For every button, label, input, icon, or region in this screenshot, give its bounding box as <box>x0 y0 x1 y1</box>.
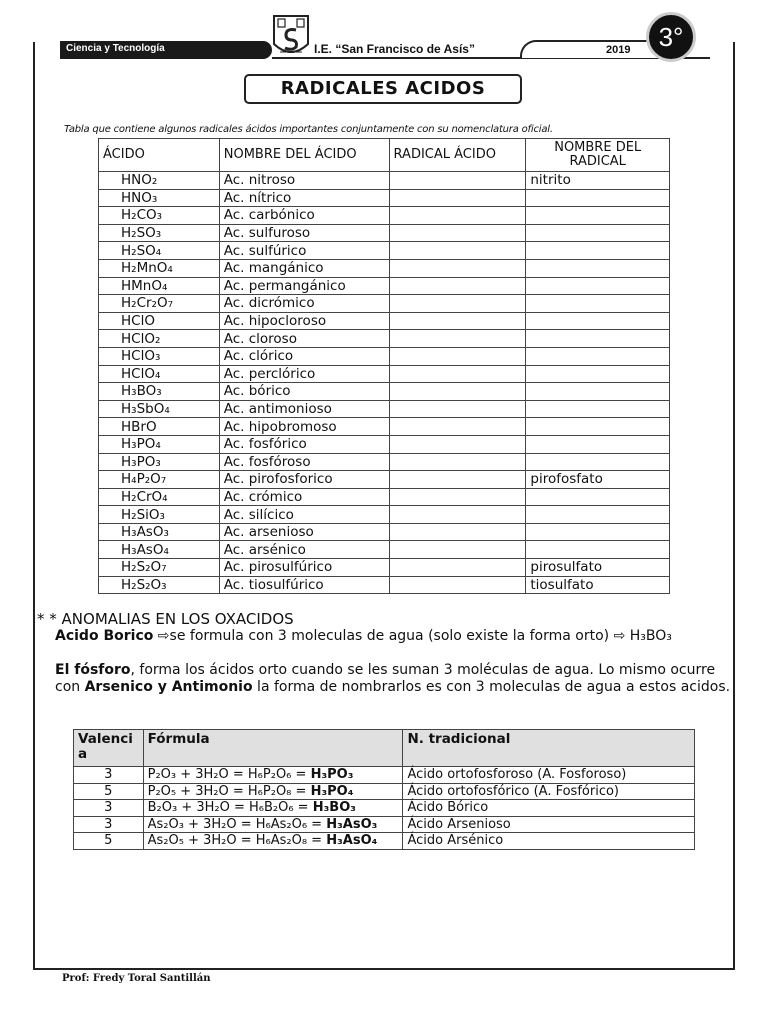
table-row <box>74 816 695 833</box>
acid-name: Ac. tiosulfúrico <box>219 576 389 594</box>
reaction-equation: As₂O₃ + 3H₂O = H₆As₂O₆ = <box>147 816 327 832</box>
table-row <box>99 418 670 436</box>
acid-name: Ac. hipocloroso <box>219 312 389 330</box>
table-caption: Tabla que contiene algunos radicales ácidos importantes conjuntamente con su nomenclatura oficial. <box>64 124 553 135</box>
acid-name: Ac. hipobromoso <box>219 418 389 436</box>
ortho-acids-table <box>73 729 695 850</box>
acid-formula: H₃PO₄ <box>99 435 220 453</box>
acid-formula: H₃BO₃ <box>99 383 220 401</box>
radical-formula <box>389 295 526 313</box>
traditional-name: Ácido Arsenioso <box>403 816 695 833</box>
radical-name <box>526 242 670 260</box>
radical-name <box>526 189 670 207</box>
acid-name: Ac. cloroso <box>219 330 389 348</box>
acid-name: Ac. pirofosforico <box>219 471 389 489</box>
radical-name: nitrito <box>526 172 670 190</box>
table-row <box>99 400 670 418</box>
acid-formula: H₂SO₄ <box>99 242 220 260</box>
table-row <box>74 833 695 850</box>
col-header-acid: ÁCIDO <box>99 139 220 172</box>
radical-name <box>526 488 670 506</box>
reaction-product: H₃PO₃ <box>310 767 354 783</box>
radical-name <box>526 418 670 436</box>
radical-formula <box>389 172 526 190</box>
table-header-row <box>99 139 670 172</box>
col-header-formula: Fórmula <box>143 730 403 767</box>
table-row <box>99 435 670 453</box>
radical-formula <box>389 400 526 418</box>
radical-formula <box>389 189 526 207</box>
acid-formula: H₂SO₃ <box>99 224 220 242</box>
radical-name <box>526 312 670 330</box>
radical-formula <box>389 259 526 277</box>
radical-name <box>526 453 670 471</box>
table-row <box>99 365 670 383</box>
radical-formula <box>389 453 526 471</box>
acid-formula: H₂CO₃ <box>99 207 220 225</box>
acid-formula: H₃PO₃ <box>99 453 220 471</box>
acid-name: Ac. nitroso <box>219 172 389 190</box>
acid-formula: H₃AsO₃ <box>99 523 220 541</box>
valence-value: 5 <box>74 833 144 850</box>
reaction-formula <box>143 833 403 850</box>
radical-name <box>526 347 670 365</box>
acid-formula: H₃SbO₄ <box>99 400 220 418</box>
reaction-product: H₃AsO₄ <box>326 833 378 849</box>
reaction-equation: As₂O₅ + 3H₂O = H₆As₂O₈ = <box>147 833 327 849</box>
radical-name <box>526 259 670 277</box>
grade-badge: 3° <box>646 12 696 62</box>
acid-name: Ac. dicrómico <box>219 295 389 313</box>
school-crest-icon <box>272 14 310 60</box>
acid-name: Ac. fosfóroso <box>219 453 389 471</box>
table-row <box>99 453 670 471</box>
table-row <box>99 277 670 295</box>
acid-name: Ac. silícico <box>219 506 389 524</box>
radical-formula <box>389 365 526 383</box>
acid-formula: H₄P₂O₇ <box>99 471 220 489</box>
acid-formula: H₂S₂O₇ <box>99 559 220 577</box>
radical-name <box>526 224 670 242</box>
boric-acid-text: ⇨se formula con 3 moleculas de agua (solo existe la forma orto) ⇨ H₃BO₃ <box>153 628 672 644</box>
table-row <box>99 189 670 207</box>
acid-formula: HClO₃ <box>99 347 220 365</box>
traditional-name: Ácido ortofosforoso (A. Fosforoso) <box>403 767 695 784</box>
arsenic-antimony-label: Arsenico y Antimonio <box>84 679 253 695</box>
table-row <box>99 471 670 489</box>
radical-name <box>526 365 670 383</box>
acid-name: Ac. arsénico <box>219 541 389 559</box>
table-row <box>74 800 695 817</box>
acid-name: Ac. carbónico <box>219 207 389 225</box>
radicals-table <box>98 138 670 594</box>
acid-formula: HNO₂ <box>99 172 220 190</box>
col-header-traditional-name: N. tradicional <box>403 730 695 767</box>
reaction-formula <box>143 800 403 817</box>
reaction-formula <box>143 767 403 784</box>
acid-name: Ac. clórico <box>219 347 389 365</box>
anomalies-paragraph-phosphorus <box>55 662 735 696</box>
acid-formula: HClO₂ <box>99 330 220 348</box>
radical-name <box>526 541 670 559</box>
table-row <box>99 295 670 313</box>
col-header-radical: RADICAL ÁCIDO <box>389 139 526 172</box>
table-row <box>99 383 670 401</box>
acid-formula: H₂SiO₃ <box>99 506 220 524</box>
col-header-valence: Valencia <box>74 730 144 767</box>
footer-author: Prof: Fredy Toral Santillán <box>62 973 211 984</box>
acid-name: Ac. bórico <box>219 383 389 401</box>
acid-name: Ac. nítrico <box>219 189 389 207</box>
reaction-equation: B₂O₃ + 3H₂O = H₆B₂O₆ = <box>147 800 313 816</box>
table-row <box>99 207 670 225</box>
table-row <box>99 559 670 577</box>
col-header-radical-name: NOMBRE DEL RADICAL <box>526 139 670 172</box>
radical-formula <box>389 559 526 577</box>
table-row <box>99 576 670 594</box>
acid-name: Ac. fosfórico <box>219 435 389 453</box>
radical-name: pirosulfato <box>526 559 670 577</box>
header-year: 2019 <box>606 44 631 56</box>
radical-name: pirofosfato <box>526 471 670 489</box>
radical-name <box>526 523 670 541</box>
valence-value: 3 <box>74 800 144 817</box>
radical-name <box>526 295 670 313</box>
acid-formula: H₂MnO₄ <box>99 259 220 277</box>
table-row <box>99 506 670 524</box>
table-row <box>99 347 670 365</box>
radical-name <box>526 383 670 401</box>
reaction-equation: P₂O₅ + 3H₂O = H₆P₂O₈ = <box>147 783 311 799</box>
acid-formula: HClO <box>99 312 220 330</box>
acid-name: Ac. permangánico <box>219 277 389 295</box>
phosphorus-text: , forma los ácidos orto cuando se les suman 3 moléculas de agua. Lo mismo ocurre con <box>55 662 716 695</box>
acid-formula: H₂Cr₂O₇ <box>99 295 220 313</box>
table-row <box>99 541 670 559</box>
radical-formula <box>389 435 526 453</box>
valence-value: 3 <box>74 767 144 784</box>
table-row <box>99 242 670 260</box>
traditional-name: Ácido Arsénico <box>403 833 695 850</box>
radical-formula <box>389 576 526 594</box>
radical-name <box>526 330 670 348</box>
table-row <box>74 783 695 800</box>
acid-name: Ac. crómico <box>219 488 389 506</box>
acid-name: Ac. mangánico <box>219 259 389 277</box>
valence-value: 3 <box>74 816 144 833</box>
phosphorus-label: El fósforo <box>55 662 131 678</box>
radical-formula <box>389 330 526 348</box>
table-row <box>74 767 695 784</box>
radical-name <box>526 435 670 453</box>
reaction-product: H₃PO₄ <box>310 783 354 799</box>
table-row <box>99 172 670 190</box>
acid-formula: HNO₃ <box>99 189 220 207</box>
traditional-name: Ácido Bórico <box>403 800 695 817</box>
header-school: I.E. “San Francisco de Asís” <box>314 42 475 56</box>
radical-formula <box>389 541 526 559</box>
header-subject: Ciencia y Tecnología <box>66 43 165 54</box>
acid-formula: H₂CrO₄ <box>99 488 220 506</box>
reaction-product: H₃BO₃ <box>312 800 356 816</box>
acid-name: Ac. sulfuroso <box>219 224 389 242</box>
col-header-acid-name: NOMBRE DEL ÁCIDO <box>219 139 389 172</box>
radical-formula <box>389 418 526 436</box>
acid-formula: H₂S₂O₃ <box>99 576 220 594</box>
radical-formula <box>389 506 526 524</box>
radical-formula <box>389 207 526 225</box>
table-row <box>99 259 670 277</box>
acid-formula: HClO₄ <box>99 365 220 383</box>
table-row <box>99 330 670 348</box>
acid-formula: HBrO <box>99 418 220 436</box>
acid-name: Ac. sulfúrico <box>219 242 389 260</box>
radical-formula <box>389 523 526 541</box>
radical-formula <box>389 347 526 365</box>
arsenic-antimony-text: la forma de nombrarlos es con 3 moleculas de agua a estos acidos. <box>252 679 731 695</box>
radical-formula <box>389 277 526 295</box>
radical-name: tiosulfato <box>526 576 670 594</box>
acid-name: Ac. antimonioso <box>219 400 389 418</box>
traditional-name: Ácido ortofosfórico (A. Fosfórico) <box>403 783 695 800</box>
acid-formula: H₃AsO₄ <box>99 541 220 559</box>
anomalies-title: * * ANOMALIAS EN LOS OXACIDOS <box>37 610 294 628</box>
table-header-row <box>74 730 695 767</box>
radical-formula <box>389 224 526 242</box>
page-title: RADICALES ACIDOS <box>244 74 522 104</box>
acid-name: Ac. perclórico <box>219 365 389 383</box>
radical-formula <box>389 488 526 506</box>
radical-name <box>526 207 670 225</box>
radical-formula <box>389 312 526 330</box>
reaction-equation: P₂O₃ + 3H₂O = H₆P₂O₆ = <box>147 767 311 783</box>
boric-acid-label: Acido Borico <box>55 628 154 644</box>
acid-name: Ac. pirosulfúrico <box>219 559 389 577</box>
radical-formula <box>389 242 526 260</box>
table-row <box>99 312 670 330</box>
radical-name <box>526 277 670 295</box>
radical-formula <box>389 471 526 489</box>
valence-value: 5 <box>74 783 144 800</box>
radical-name <box>526 506 670 524</box>
table-row <box>99 224 670 242</box>
radical-name <box>526 400 670 418</box>
reaction-product: H₃AsO₃ <box>326 816 378 832</box>
table-row <box>99 523 670 541</box>
anomalies-paragraph-boric <box>55 628 735 645</box>
table-row <box>99 488 670 506</box>
acid-name: Ac. arsenioso <box>219 523 389 541</box>
acid-formula: HMnO₄ <box>99 277 220 295</box>
reaction-formula <box>143 783 403 800</box>
radical-formula <box>389 383 526 401</box>
reaction-formula <box>143 816 403 833</box>
